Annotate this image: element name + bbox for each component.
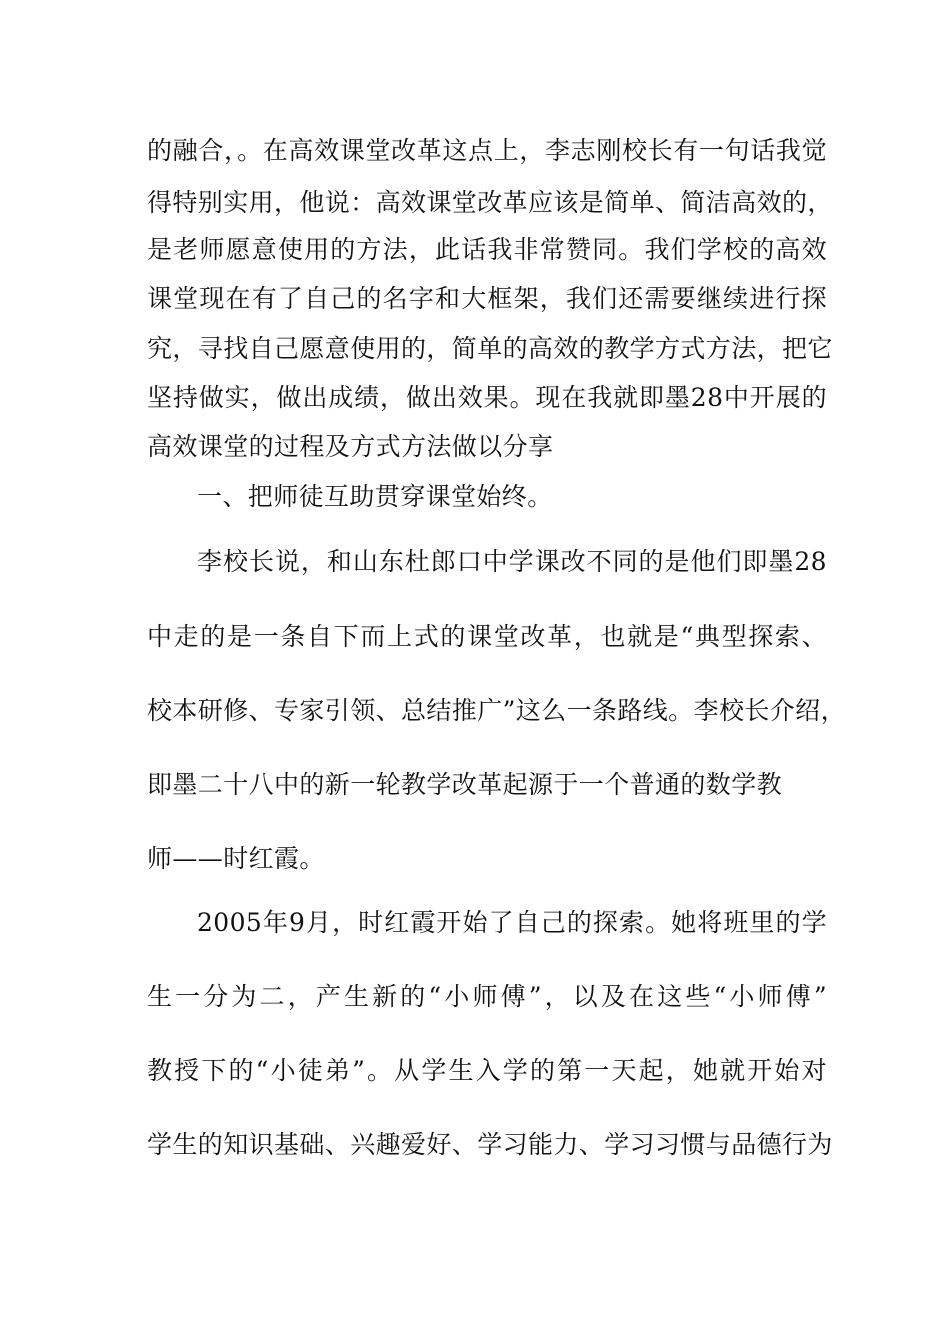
text-line: 课堂现在有了自己的名字和大框架，我们还需要继续进行探 <box>147 284 827 313</box>
text-line: 坚持做实，做出成绩，做出效果。现在我就即墨28中开展的 <box>147 383 827 412</box>
text-line: 生一分为二，产生新的“小师傅”，以及在这些“小师傅” <box>147 982 827 1011</box>
text-line: 得特别实用，他说：高效课堂改革应该是简单、简洁高效的， <box>147 188 833 217</box>
text-line: 究，寻找自己愿意使用的，简单的高效的教学方式方法，把它 <box>147 334 833 363</box>
text-line: 中走的是一条自下而上式的课堂改革，也就是“典型探索、 <box>147 622 827 651</box>
text-line: 师——时红霞。 <box>147 844 325 873</box>
text-line: 李校长说，和山东杜郎口中学课改不同的是他们即墨28 <box>197 547 827 576</box>
text-line: 是老师愿意使用的方法，此话我非常赞同。我们学校的高效 <box>147 235 827 264</box>
text-line: 教授下的“小徒弟”。从学生入学的第一天起，她就开始对 <box>147 1056 827 1085</box>
text-line: 校本研修、专家引领、总结推广”这么一条路线。李校长介绍， <box>147 696 846 725</box>
text-line: 的融合，。在高效课堂改革这点上，李志刚校长有一句话我觉 <box>147 136 827 165</box>
text-line: 即墨二十八中的新一轮教学改革起源于一个普通的数学教 <box>147 770 783 799</box>
text-line: 2005年9月，时红霞开始了自己的探索。她将班里的学 <box>197 908 827 937</box>
text-line: 学生的知识基础、兴趣爱好、学习能力、学习习惯与品德行为 <box>147 1130 833 1159</box>
section-heading: 一、把师徒互助贯穿课堂始终。 <box>197 482 553 511</box>
text-line: 高效课堂的过程及方式方法做以分享 <box>147 432 554 461</box>
